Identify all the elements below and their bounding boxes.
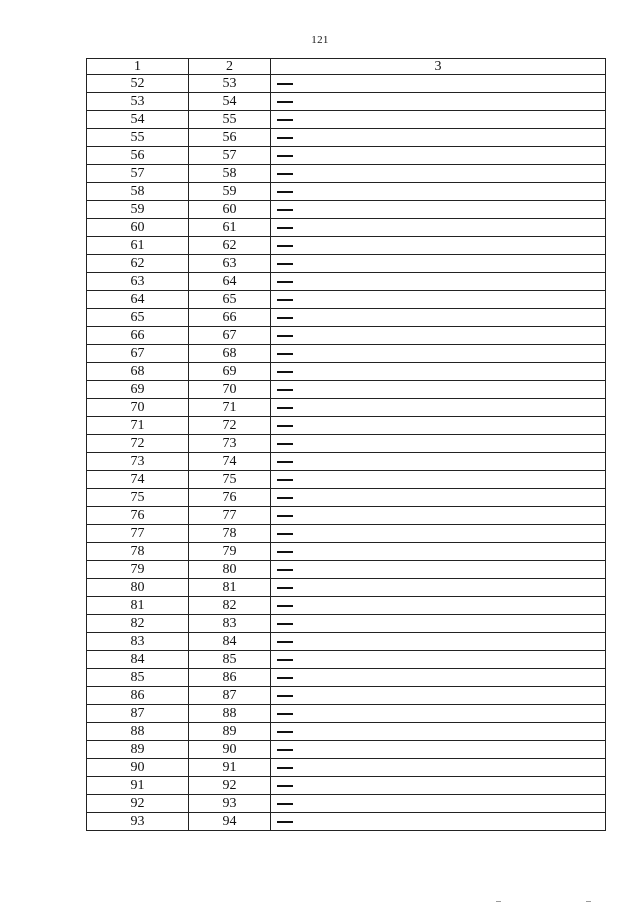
dash-mark	[277, 191, 293, 193]
table-cell-col3	[271, 471, 606, 489]
table-cell-col1: 74	[87, 471, 189, 489]
dash-mark	[277, 443, 293, 445]
table-cell-col2: 69	[189, 363, 271, 381]
table-cell-col2: 94	[189, 813, 271, 831]
table-row	[87, 111, 606, 129]
table-cell-col2: 60	[189, 201, 271, 219]
table-row	[87, 75, 606, 93]
table-row	[87, 723, 606, 741]
table-row	[87, 201, 606, 219]
table-cell-col2: 54	[189, 93, 271, 111]
scan-speck	[586, 901, 591, 902]
dash-mark	[277, 641, 293, 643]
column-header-3: 3	[271, 59, 606, 75]
page-number: 121	[311, 34, 329, 46]
table-row	[87, 345, 606, 363]
table-cell-col2: 58	[189, 165, 271, 183]
dash-mark	[277, 425, 293, 427]
dash-mark	[277, 767, 293, 769]
dash-mark	[277, 317, 293, 319]
table-row	[87, 291, 606, 309]
table-cell-col3	[271, 597, 606, 615]
table-cell-col3	[271, 705, 606, 723]
table-row	[87, 183, 606, 201]
table-cell-col1: 80	[87, 579, 189, 597]
dash-mark	[277, 713, 293, 715]
table-cell-col3	[271, 741, 606, 759]
table-cell-col1: 62	[87, 255, 189, 273]
table-cell-col3	[271, 417, 606, 435]
table-cell-col1: 71	[87, 417, 189, 435]
table-cell-col1: 58	[87, 183, 189, 201]
table-cell-col3	[271, 165, 606, 183]
table-cell-col2: 78	[189, 525, 271, 543]
table-row	[87, 453, 606, 471]
table-row	[87, 705, 606, 723]
table-cell-col1: 56	[87, 147, 189, 165]
dash-mark	[277, 497, 293, 499]
dash-mark	[277, 821, 293, 823]
table-cell-col2: 53	[189, 75, 271, 93]
dash-mark	[277, 605, 293, 607]
table-cell-col1: 87	[87, 705, 189, 723]
table-cell-col1: 65	[87, 309, 189, 327]
table-cell-col2: 80	[189, 561, 271, 579]
table-cell-col2: 85	[189, 651, 271, 669]
table-cell-col3	[271, 381, 606, 399]
table-cell-col2: 61	[189, 219, 271, 237]
table-cell-col2: 82	[189, 597, 271, 615]
table-cell-col3	[271, 687, 606, 705]
dash-mark	[277, 137, 293, 139]
dash-mark	[277, 245, 293, 247]
table-cell-col1: 93	[87, 813, 189, 831]
dash-mark	[277, 515, 293, 517]
table-row	[87, 435, 606, 453]
table-cell-col3	[271, 543, 606, 561]
dash-mark	[277, 533, 293, 535]
table-row	[87, 543, 606, 561]
table-row	[87, 561, 606, 579]
table-cell-col1: 70	[87, 399, 189, 417]
dash-mark	[277, 461, 293, 463]
table-row	[87, 489, 606, 507]
table-row	[87, 273, 606, 291]
table-row	[87, 417, 606, 435]
scan-speck	[496, 901, 501, 902]
table-cell-col1: 84	[87, 651, 189, 669]
table-header	[87, 59, 606, 75]
table-cell-col2: 55	[189, 111, 271, 129]
dash-mark	[277, 749, 293, 751]
table-row	[87, 507, 606, 525]
table-cell-col3	[271, 453, 606, 471]
table-cell-col2: 74	[189, 453, 271, 471]
table-cell-col3	[271, 507, 606, 525]
table-row	[87, 813, 606, 831]
table-cell-col2: 59	[189, 183, 271, 201]
table-row	[87, 687, 606, 705]
table-row	[87, 759, 606, 777]
dash-mark	[277, 173, 293, 175]
table-cell-col3	[271, 75, 606, 93]
table-cell-col1: 85	[87, 669, 189, 687]
dash-mark	[277, 263, 293, 265]
table-cell-col1: 53	[87, 93, 189, 111]
table-cell-col3	[271, 399, 606, 417]
table-header-row	[87, 59, 606, 75]
table-cell-col1: 59	[87, 201, 189, 219]
table-cell-col1: 61	[87, 237, 189, 255]
table-row	[87, 651, 606, 669]
dash-mark	[277, 209, 293, 211]
dash-mark	[277, 479, 293, 481]
table-cell-col1: 92	[87, 795, 189, 813]
table-row	[87, 93, 606, 111]
table-cell-col1: 78	[87, 543, 189, 561]
table-cell-col1: 69	[87, 381, 189, 399]
table-cell-col1: 68	[87, 363, 189, 381]
table-cell-col1: 73	[87, 453, 189, 471]
dash-mark	[277, 389, 293, 391]
table-row	[87, 471, 606, 489]
table-row	[87, 363, 606, 381]
table-cell-col2: 57	[189, 147, 271, 165]
table-row	[87, 381, 606, 399]
table-cell-col3	[271, 669, 606, 687]
table-cell-col1: 52	[87, 75, 189, 93]
table-cell-col2: 76	[189, 489, 271, 507]
table-cell-col2: 75	[189, 471, 271, 489]
table-row	[87, 165, 606, 183]
table-cell-col1: 64	[87, 291, 189, 309]
table-cell-col3	[271, 345, 606, 363]
table-cell-col2: 81	[189, 579, 271, 597]
table-cell-col2: 77	[189, 507, 271, 525]
table-cell-col3	[271, 651, 606, 669]
dash-mark	[277, 785, 293, 787]
table-row	[87, 129, 606, 147]
table-cell-col3	[271, 111, 606, 129]
table-cell-col2: 84	[189, 633, 271, 651]
data-table	[86, 58, 606, 831]
table-cell-col2: 72	[189, 417, 271, 435]
table-cell-col3	[271, 579, 606, 597]
dash-mark	[277, 551, 293, 553]
table-cell-col2: 63	[189, 255, 271, 273]
table-cell-col2: 71	[189, 399, 271, 417]
table-cell-col1: 89	[87, 741, 189, 759]
table-row	[87, 237, 606, 255]
table-cell-col3	[271, 327, 606, 345]
table-cell-col2: 67	[189, 327, 271, 345]
table-cell-col2: 68	[189, 345, 271, 363]
table-row	[87, 615, 606, 633]
dash-mark	[277, 353, 293, 355]
table-cell-col1: 76	[87, 507, 189, 525]
table-cell-col2: 56	[189, 129, 271, 147]
table-row	[87, 255, 606, 273]
table-row	[87, 795, 606, 813]
table-cell-col2: 64	[189, 273, 271, 291]
dash-mark	[277, 83, 293, 85]
table-cell-col1: 83	[87, 633, 189, 651]
dash-mark	[277, 695, 293, 697]
table-body	[87, 75, 606, 831]
table-cell-col1: 91	[87, 777, 189, 795]
table-cell-col2: 70	[189, 381, 271, 399]
table-cell-col3	[271, 93, 606, 111]
table-row	[87, 525, 606, 543]
dash-mark	[277, 371, 293, 373]
table-cell-col1: 60	[87, 219, 189, 237]
table-cell-col3	[271, 291, 606, 309]
table-cell-col3	[271, 813, 606, 831]
table-row	[87, 777, 606, 795]
table-cell-col2: 91	[189, 759, 271, 777]
table-row	[87, 669, 606, 687]
table-cell-col3	[271, 795, 606, 813]
table-cell-col1: 55	[87, 129, 189, 147]
table-row	[87, 147, 606, 165]
table-cell-col1: 88	[87, 723, 189, 741]
table-cell-col2: 73	[189, 435, 271, 453]
dash-mark	[277, 623, 293, 625]
table-cell-col2: 88	[189, 705, 271, 723]
table-cell-col1: 77	[87, 525, 189, 543]
table-cell-col3	[271, 129, 606, 147]
table-cell-col1: 54	[87, 111, 189, 129]
table-cell-col1: 90	[87, 759, 189, 777]
column-header-2: 2	[189, 59, 271, 75]
table-cell-col2: 90	[189, 741, 271, 759]
table-cell-col2: 66	[189, 309, 271, 327]
table-cell-col3	[271, 147, 606, 165]
table-row	[87, 327, 606, 345]
table-cell-col3	[271, 777, 606, 795]
table-cell-col3	[271, 561, 606, 579]
table-cell-col3	[271, 435, 606, 453]
dash-mark	[277, 731, 293, 733]
dash-mark	[277, 677, 293, 679]
table-cell-col3	[271, 273, 606, 291]
dash-mark	[277, 227, 293, 229]
table-cell-col3	[271, 219, 606, 237]
table-cell-col3	[271, 255, 606, 273]
table-cell-col2: 93	[189, 795, 271, 813]
table-cell-col3	[271, 363, 606, 381]
dash-mark	[277, 407, 293, 409]
table-cell-col3	[271, 237, 606, 255]
table-cell-col1: 66	[87, 327, 189, 345]
table-cell-col2: 92	[189, 777, 271, 795]
table-cell-col1: 86	[87, 687, 189, 705]
column-header-1: 1	[87, 59, 189, 75]
table-cell-col2: 87	[189, 687, 271, 705]
table-row	[87, 399, 606, 417]
table-cell-col3	[271, 615, 606, 633]
table-cell-col3	[271, 633, 606, 651]
table-row	[87, 309, 606, 327]
table-row	[87, 633, 606, 651]
table-cell-col1: 72	[87, 435, 189, 453]
table-cell-col3	[271, 309, 606, 327]
table-cell-col2: 86	[189, 669, 271, 687]
dash-mark	[277, 281, 293, 283]
table-cell-col1: 67	[87, 345, 189, 363]
table-cell-col3	[271, 183, 606, 201]
table-cell-col2: 79	[189, 543, 271, 561]
dash-mark	[277, 299, 293, 301]
table-cell-col1: 79	[87, 561, 189, 579]
dash-mark	[277, 803, 293, 805]
table-cell-col3	[271, 489, 606, 507]
table-cell-col2: 89	[189, 723, 271, 741]
dash-mark	[277, 119, 293, 121]
table-row	[87, 579, 606, 597]
dash-mark	[277, 101, 293, 103]
dash-mark	[277, 587, 293, 589]
table-cell-col1: 82	[87, 615, 189, 633]
table-cell-col2: 83	[189, 615, 271, 633]
dash-mark	[277, 569, 293, 571]
table-row	[87, 741, 606, 759]
table-cell-col3	[271, 525, 606, 543]
dash-mark	[277, 659, 293, 661]
table-cell-col3	[271, 201, 606, 219]
table-cell-col2: 65	[189, 291, 271, 309]
table-row	[87, 219, 606, 237]
table-cell-col1: 63	[87, 273, 189, 291]
table-cell-col3	[271, 723, 606, 741]
dash-mark	[277, 155, 293, 157]
table-cell-col2: 62	[189, 237, 271, 255]
table-cell-col1: 75	[87, 489, 189, 507]
dash-mark	[277, 335, 293, 337]
table-cell-col1: 81	[87, 597, 189, 615]
table-cell-col1: 57	[87, 165, 189, 183]
table-cell-col3	[271, 759, 606, 777]
table-row	[87, 597, 606, 615]
